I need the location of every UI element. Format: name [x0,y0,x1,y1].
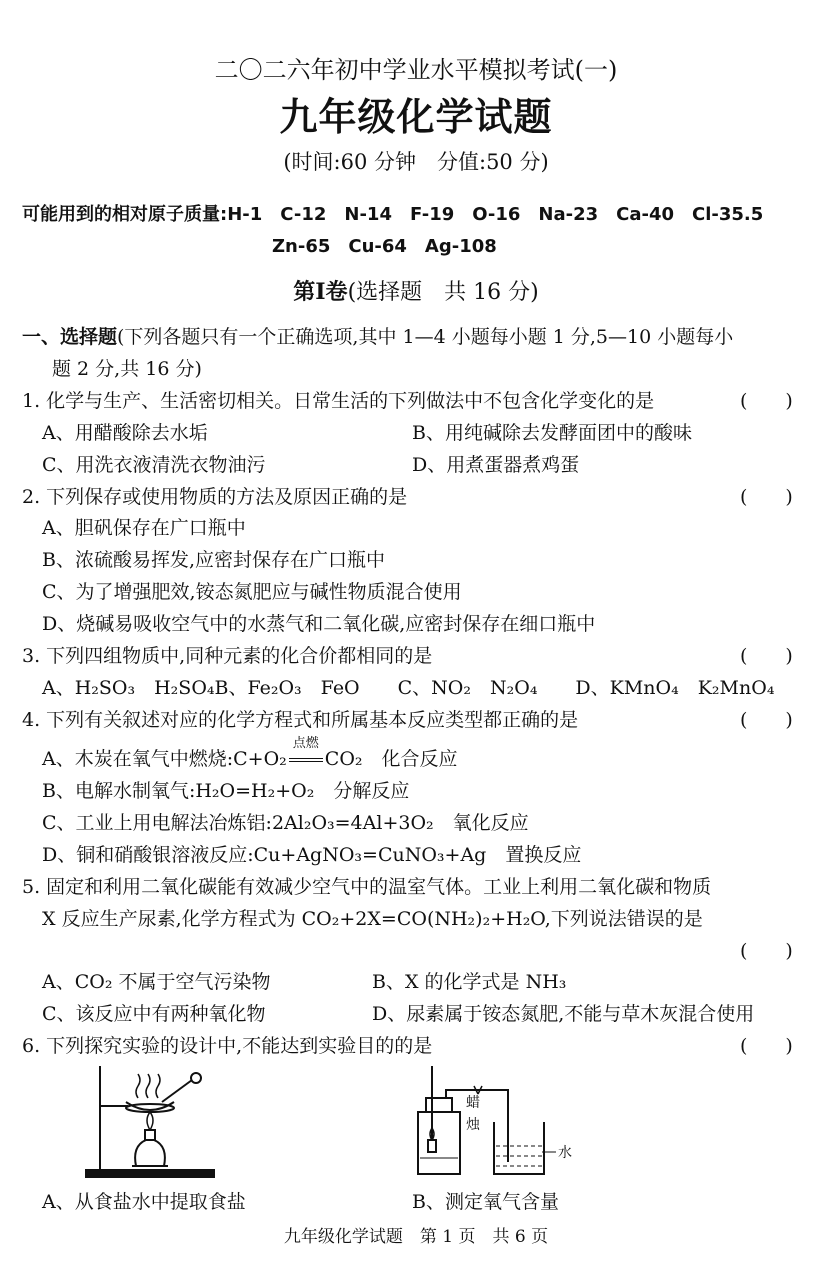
q6-option-a: A、从食盐水中提取食盐 [42,1191,246,1213]
q1-stem: 1. 化学与生产、生活密切相关。日常生活的下列做法中不包含化学变化的是 [22,390,655,412]
q5-option-d: D、尿素属于铵态氮肥,不能与草木灰混合使用 [372,1003,755,1025]
q2-answer-bracket[interactable]: ( ) [740,486,793,508]
evaporation-apparatus-figure [80,1062,220,1182]
q2-option-b: B、浓硫酸易挥发,应密封保存在广口瓶中 [42,549,386,571]
part1-instructions-cont: 题 2 分,共 16 分) [52,358,202,380]
section-desc: (选择题 共 16 分) [347,280,539,305]
q4-option-d: D、铜和硝酸银溶液反应:Cu+AgNO₃=CuNO₃+Ag 置换反应 [42,844,582,866]
part1-instructions: (下列各题只有一个正确选项,其中 1—4 小题每小题 1 分,5—10 小题每小 [117,326,734,348]
q2-option-a: A、胆矾保存在广口瓶中 [42,517,246,539]
q4-option-a-lhs: A、木炭在氧气中燃烧:C+O₂ [42,748,287,770]
q5-stem-line2: X 反应生产尿素,化学方程式为 CO₂+2X=CO(NH₂)₂+H₂O,下列说法错误的是 [42,908,703,930]
reaction-condition: 点燃 [292,736,319,751]
q2-option-d: D、烧碱易吸收空气中的水蒸气和二氧化碳,应密封保存在细口瓶中 [42,613,596,635]
q5-stem-line1: 5. 固定和利用二氧化碳能有效减少空气中的温室气体。工业上利用二氧化碳和物质 [22,876,712,898]
page-title: 九年级化学试题 [279,94,553,139]
q4-answer-bracket[interactable]: ( ) [740,709,793,731]
q4-option-b: B、电解水制氧气:H₂O=H₂+O₂ 分解反应 [42,780,410,802]
part1-heading-line [22,322,733,349]
q1-option-c: C、用洗衣液清洗衣物油污 [42,454,266,476]
q2-stem: 2. 下列保存或使用物质的方法及原因正确的是 [22,486,408,508]
q5-answer-bracket[interactable]: ( ) [740,940,793,962]
q5-option-b: B、X 的化学式是 NH₃ [372,971,567,993]
oxygen-content-apparatus-figure [408,1062,578,1187]
q6-stem: 6. 下列探究实验的设计中,不能达到实验目的的是 [22,1035,433,1057]
q6-answer-bracket[interactable]: ( ) [740,1035,793,1057]
section-name: 第Ⅰ卷 [293,279,348,305]
atomic-masses-line2: Zn-65 Cu-64 Ag-108 [272,236,497,257]
atomic-masses-line1: 可能用到的相对原子质量:H-1 C-12 N-14 F-19 O-16 Na-23 Ca-40 Cl-35.5 [22,204,764,225]
water-label: 水 [558,1145,572,1161]
q1-answer-bracket[interactable]: ( ) [740,390,793,412]
reaction-arrow [287,736,325,770]
q4-option-c: C、工业上用电解法冶炼铝:2Al₂O₃=4Al+3O₂ 氧化反应 [42,812,529,834]
q3-answer-bracket[interactable]: ( ) [740,645,793,667]
q4-option-a [42,736,458,771]
exam-name: 二〇二六年初中学业水平模拟考试(一) [214,56,618,84]
page-footer: 九年级化学试题 第 1 页 共 6 页 [283,1227,549,1247]
q1-option-b: B、用纯碱除去发酵面团中的酸味 [412,422,692,444]
time-score: (时间:60 分钟 分值:50 分) [283,150,549,174]
q3-options: A、H₂SO₃ H₂SO₄B、Fe₂O₃ FeO C、NO₂ N₂O₄ D、KMnO₄ K₂MnO₄ [42,677,775,699]
q5-option-a: A、CO₂ 不属于空气污染物 [42,971,271,993]
q2-option-c: C、为了增强肥效,铵态氮肥应与碱性物质混合使用 [42,581,462,603]
candle-label: 蜡烛 [466,1095,480,1133]
part1-heading: 一、选择题 [22,326,118,348]
section-heading [0,275,832,306]
q3-stem: 3. 下列四组物质中,同种元素的化合价都相同的是 [22,645,433,667]
q4-option-a-rhs: CO₂ 化合反应 [324,748,458,770]
q5-option-c: C、该反应中有两种氧化物 [42,1003,266,1025]
q1-option-d: D、用煮蛋器煮鸡蛋 [412,454,580,476]
q1-option-a: A、用醋酸除去水垢 [42,422,208,444]
q6-option-b: B、测定氧气含量 [412,1191,559,1213]
q4-stem: 4. 下列有关叙述对应的化学方程式和所属基本反应类型都正确的是 [22,709,579,731]
